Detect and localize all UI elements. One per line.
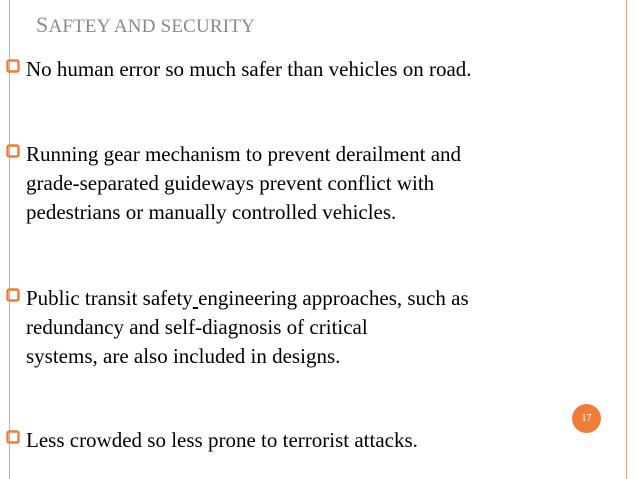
bullet-text-1 — [26, 55, 626, 84]
title-first-letter: S — [36, 12, 49, 37]
hollow-square-bullet-icon — [6, 59, 20, 73]
page-number-badge: 17 — [572, 404, 601, 433]
bullet-3-line-1-before: Public transit safety — [26, 286, 193, 310]
hollow-square-bullet-icon — [6, 144, 20, 158]
bullet-2-line-1: Running gear mechanism to prevent derailment and — [26, 142, 462, 166]
bullet-4-line-1: Less crowded so less prone to terrorist attacks. — [26, 428, 418, 452]
slide-title — [36, 14, 255, 36]
bullet-2-line-2: grade-separated guideways prevent conflict with — [26, 171, 435, 195]
bullet-2-line-3: pedestrians or manually controlled vehicles. — [26, 200, 397, 224]
bullet-3-line-1 — [26, 284, 626, 313]
bullet-3-line-3: systems, are also included in designs. — [26, 344, 341, 368]
bullet-3-line-1-after: engineering approaches, such as — [198, 286, 469, 310]
bullet-text-3 — [26, 284, 626, 371]
bullet-3-line-2: redundancy and self-diagnosis of critical — [26, 315, 368, 339]
bullet-text-2 — [26, 140, 626, 227]
right-border-line — [626, 0, 627, 479]
bullet-text-4 — [26, 426, 626, 455]
hollow-square-bullet-icon — [6, 288, 20, 302]
hollow-square-bullet-icon — [6, 430, 20, 444]
title-rest: AFTEY AND SECURITY — [48, 16, 256, 37]
bullet-1-line-1: No human error so much safer than vehicles on road. — [26, 57, 472, 81]
